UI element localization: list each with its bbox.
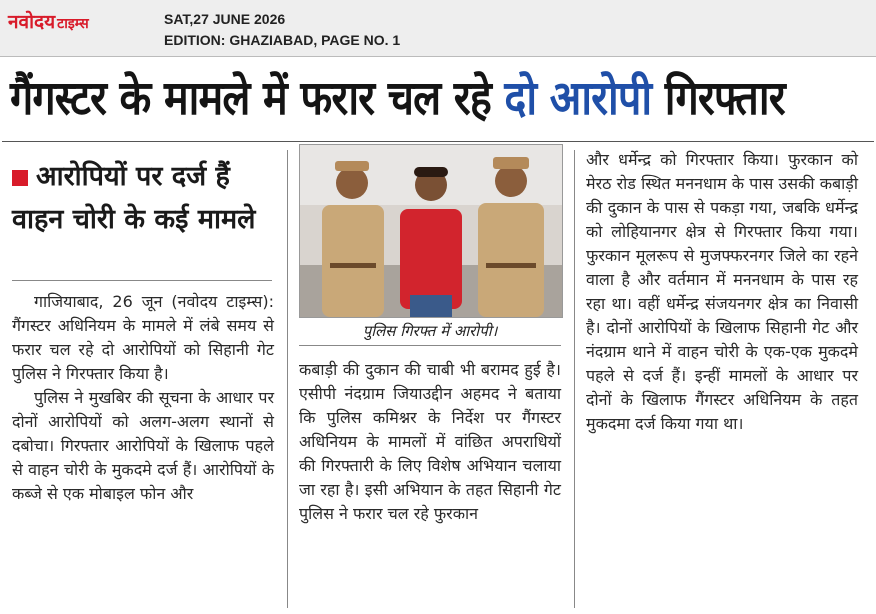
masthead-bar [0, 0, 876, 57]
article-photo[interactable] [299, 144, 563, 318]
column-separator-2 [574, 150, 575, 608]
edition-info [164, 9, 400, 51]
photo-caption: पुलिस गिरफ्त में आरोपी। [362, 322, 498, 340]
article-column-3 [586, 148, 858, 608]
publication-date: SAT,27 JUNE 2026 [164, 11, 286, 27]
subheadline [12, 155, 274, 241]
headline-highlight: दो आरोपी [504, 71, 652, 126]
subheadline-text: आरोपियों पर दर्ज हैं वाहन चोरी के कई मामले [12, 161, 256, 235]
col1-paragraph-1: गाजियाबाद, 26 जून (नवोदय टाइम्स): गैंगस्टर अधिनियम के मामले में लंबे समय से फरार चल रहे दो आरोपियों को सिहानी गेट पुलिस ने गिरफ्तार किया है। [12, 292, 274, 383]
col3-paragraph-1: और धर्मेन्द्र को गिरफ्तार किया। फुरकान को मेरठ रोड स्थित मननधाम के पास उसकी कबाड़ी की दुकान के पास से पकड़ा गया, जबकि धर्मेन्द्र को लोहियानगर क्षेत्र से गिरफ्तार किया गया। फुरकान मूलरूप से मुजफ्फरनगर जिले का रहने वाला है और वर्तमान में मननधाम के पास रह रहा था। वहीं धर्मेन्द्र संजयनगर क्षेत्र का निवासी है। दोनों आरोपियों के खिलाफ सिहानी गेट और नंदग्राम थाने में वाहन चोरी के एक-एक मुकदमे पहले से दर्ज हैं। इन्हीं मामलों के आधार पर दोनों के खिलाफ गैंगस्टर अधिनियम के तहत मुकदमा दर्ज किया गया था। [586, 150, 858, 433]
logo-hindi-text: नवोदय [8, 11, 56, 33]
article-column-1 [12, 290, 274, 608]
headline-part2: गिरफ्तार [651, 71, 785, 126]
main-headline [10, 60, 785, 140]
col2-paragraph-1: कबाड़ी की दुकान की चाबी भी बरामद हुई है। एसीपी नंदग्राम जियाउद्दीन अहमद ने बताया कि पुलिस कमिश्नर के निर्देश पर गैंगस्टर अधिनियम के मामलों में वांछित अपराधियों की गिरफ्तारी के लिए विशेष अभियान चलाया जा रहा है। इसी अभियान के तहत सिहानी गेट पुलिस ने फरार चल रहे फुरकान [299, 360, 561, 523]
logo-sub-text: टाइम्स [57, 16, 89, 32]
col1-paragraph-2: पुलिस ने मुखबिर की सूचना के आधार पर दोनों आरोपियों को अलग-अलग स्थानों से दबोचा। गिरफ्तार आरोपियों के खिलाफ पहले से वाहन चोरी के मुकदमे दर्ज हैं। आरोपियों के कब्जे से एक मोबाइल फोन और [12, 388, 274, 503]
red-square-bullet-icon [12, 170, 28, 186]
headline-divider [2, 141, 874, 142]
police-and-accused-photo [300, 145, 562, 317]
caption-divider [299, 345, 561, 346]
subhead-divider [12, 280, 272, 281]
edition-page: EDITION: GHAZIABAD, PAGE NO. 1 [164, 32, 401, 48]
headline-part1: गैंगस्टर के मामले में फरार चल रहे [10, 71, 505, 126]
article-column-2 [299, 358, 561, 608]
newspaper-logo[interactable] [8, 8, 138, 34]
column-separator-1 [287, 150, 288, 608]
